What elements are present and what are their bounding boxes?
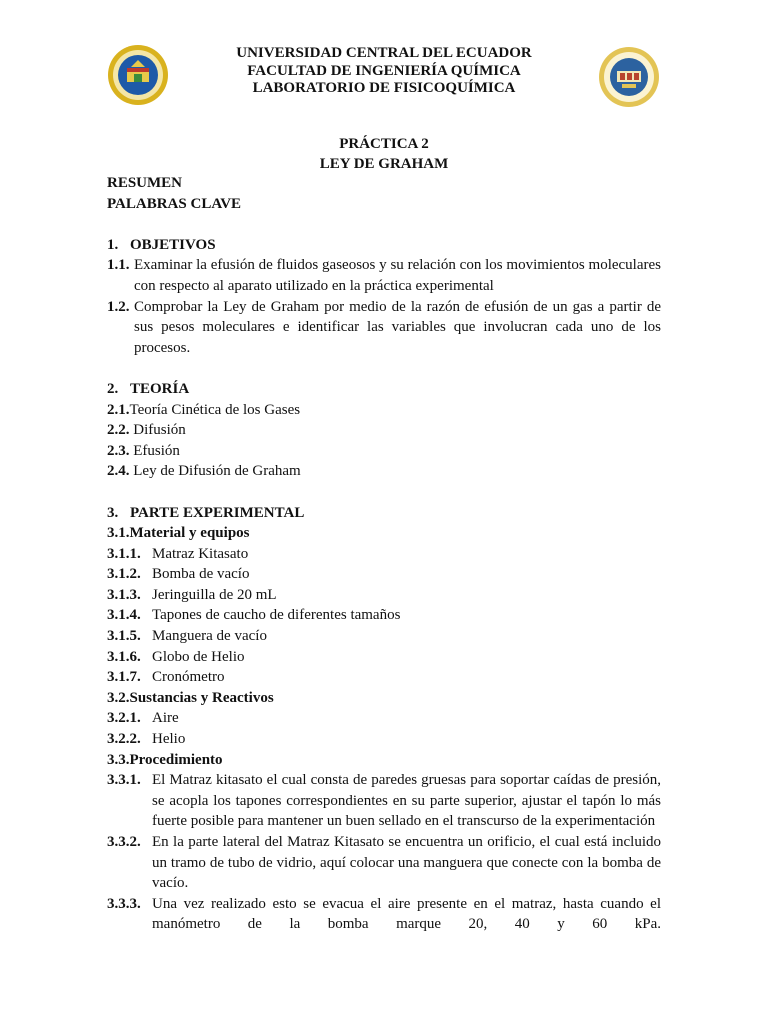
material-item: 3.1.6. Globo de Helio [107,648,245,665]
faculty-name: FACULTAD DE INGENIERÍA QUÍMICA [247,62,521,79]
section-teoria-heading: 2. TEORÍA [107,380,190,397]
section-objetivos-heading: 1. OBJETIVOS [107,236,216,253]
theory-item: 2.1.Teoría Cinética de los Gases [107,401,301,418]
university-seal-icon [107,44,169,106]
material-item: 3.1.5. Manguera de vacío [107,628,267,645]
procedure-step: 3.3.3. Una vez realizado esto se evacua el aire presente en el matraz, hasta cuando el manómetro de la bomba marque 20, 40 y 60 kPa. [107,895,661,933]
materials-heading: 3.1.Material y equipos [107,525,250,542]
material-item: 3.1.4. Tapones de caucho de diferentes tamaños [107,607,401,624]
material-item: 3.1.2. Bomba de vacío [107,566,250,583]
substances-heading: 3.2.Sustancias y Reactivos [107,689,274,706]
university-name: UNIVERSIDAD CENTRAL DEL ECUADOR [236,45,532,61]
document-body [107,173,661,935]
document-header [180,45,588,98]
procedure-step: 3.3.2. En la parte lateral del Matraz Kitasato se encuentra un orificio, el cual está incluido un tramo de tubo de vidrio, aquí colocar una manguera que conecte con la bomba de vacío. [107,834,661,892]
practice-title-block [0,135,768,174]
practice-title: LEY DE GRAHAM [319,155,449,172]
faculty-seal-icon [598,46,660,108]
substance-item: 3.2.1. Aire [107,710,179,727]
objective-item: 1.1. Examinar la efusión de fluidos gaseosos y su relación con los movimientos moleculares con respecto al aparato utilizado en la práctica experimental [107,257,661,294]
procedure-step: 3.3.1. El Matraz kitasato el cual consta de paredes gruesas para soportar caídas de presión, se acopla los tapones correspondientes en su parte superior, ajustar el tapón lo más fuerte posible para mantener un buen sellado en el transcurso de la experimentación [107,772,661,830]
practice-number: PRÁCTICA 2 [339,136,429,152]
material-item: 3.1.7. Cronómetro [107,669,225,686]
substance-item: 3.2.2. Helio [107,731,186,748]
objective-item: 1.2. Comprobar la Ley de Graham por medio de la razón de efusión de un gas a partir de sus pesos moleculares e identificar las variables que involucran cada uno de los procesos. [107,298,661,356]
theory-item: 2.4. Ley de Difusión de Graham [107,463,301,480]
theory-item: 2.3. Efusión [107,442,180,459]
theory-item: 2.2. Difusión [107,422,186,439]
keywords-heading: PALABRAS CLAVE [107,195,242,212]
material-item: 3.1.3. Jeringuilla de 20 mL [107,586,277,603]
laboratory-name: LABORATORIO DE FISICOQUÍMICA [252,80,516,96]
procedure-heading: 3.3.Procedimiento [107,751,223,768]
section-parte-experimental-heading: 3. PARTE EXPERIMENTAL [107,504,305,521]
material-item: 3.1.1. Matraz Kitasato [107,545,249,562]
resumen-heading: RESUMEN [107,175,183,191]
